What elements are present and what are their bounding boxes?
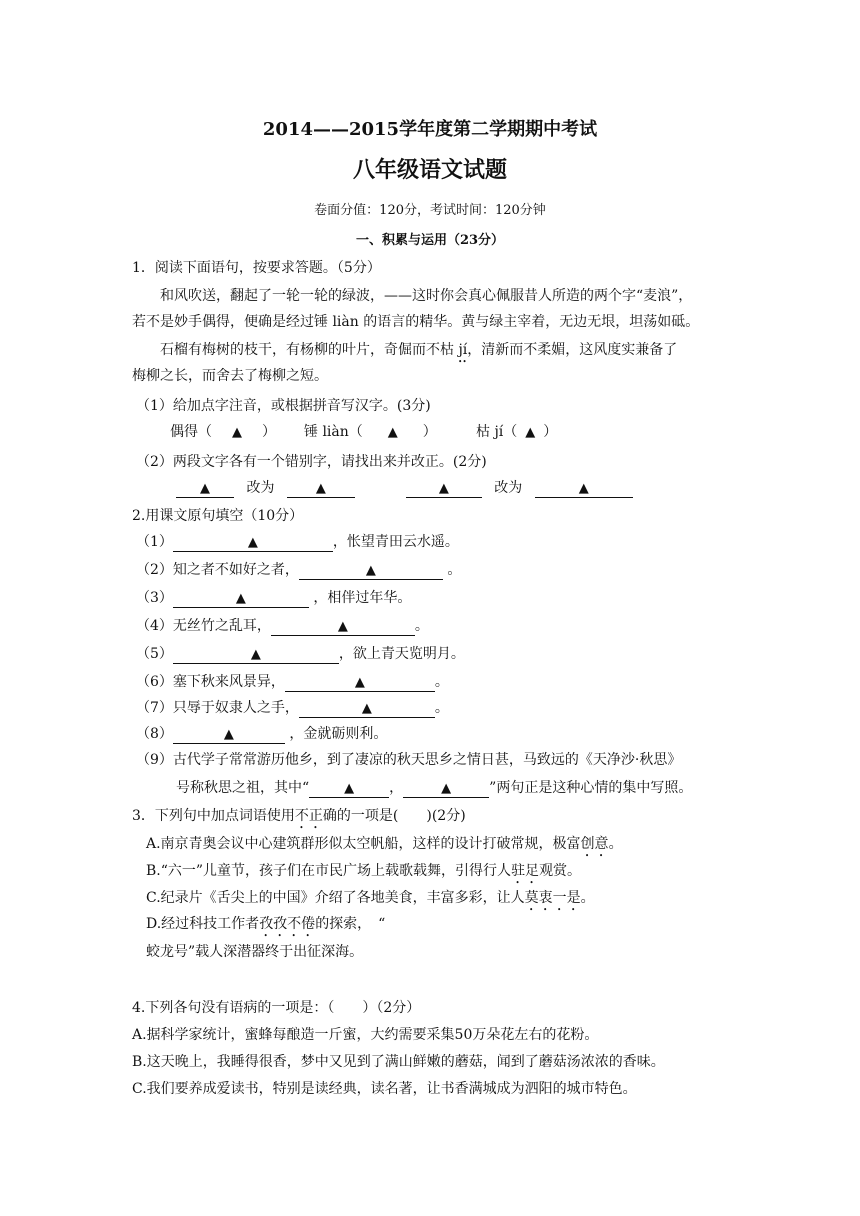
q3-option-d-line2: 蛟龙号”载人深潜器终于出征深海。 bbox=[146, 944, 364, 960]
q1-sub1-prompt: （1）给加点字注音，或根据拼音写汉字。(3分) bbox=[136, 398, 431, 414]
q2-item5: （5） ▲ ，欲上青天览明月。 bbox=[136, 646, 465, 662]
triangle-icon: ▲ bbox=[337, 619, 348, 634]
answer-blank[interactable] bbox=[212, 422, 262, 443]
q2-item4: （4）无丝竹之乱耳， ▲ 。 bbox=[136, 618, 429, 634]
q1-sub1-item2: 锤 liàn（ ▲ ） bbox=[304, 422, 437, 443]
q2-item9-line2: 号称秋思之祖，其中“ ▲ ， ▲ ”两句正是这种心情的集中写照。 bbox=[176, 780, 693, 796]
answer-blank[interactable] bbox=[173, 534, 333, 552]
q1-passage1-line1: 和风吹送，翻起了一轮一轮的绿波，——这时你会真心佩服昔人所造的两个字“麦浪”， bbox=[160, 288, 693, 304]
answer-blank[interactable] bbox=[287, 480, 355, 498]
answer-blank[interactable] bbox=[173, 646, 339, 664]
triangle-icon: ▲ bbox=[441, 781, 452, 796]
q4-option-c: C.我们要养成爱读书，特别是读经典，读名著，让书香满城成为泗阳的城市特色。 bbox=[132, 1081, 637, 1097]
answer-blank[interactable] bbox=[173, 726, 285, 744]
q4-prompt: 4.下列各句没有语病的一项是：（ ）（2分） bbox=[132, 1000, 421, 1016]
answer-blank[interactable] bbox=[271, 618, 415, 636]
triangle-icon: ▲ bbox=[223, 727, 234, 742]
q1-sub2-prompt: （2）两段文字各有一个错别字，请找出来并改正。(2分) bbox=[136, 454, 487, 470]
q2-item2: （2）知之者不如好之者， ▲ 。 bbox=[136, 562, 462, 578]
triangle-icon: ▲ bbox=[200, 481, 210, 496]
q4-option-b: B.这天晚上，我睡得很香，梦中又见到了满山鲜嫩的蘑菇，闻到了蘑菇汤浓浓的香味。 bbox=[132, 1054, 665, 1070]
q1-passage2-line2: 梅柳之长，而舍去了梅柳之短。 bbox=[132, 368, 328, 384]
section-heading: 一、积累与运用（23分） bbox=[355, 233, 505, 248]
q2-item8: （8） ▲ ，金就砺则利。 bbox=[136, 726, 388, 742]
triangle-icon: ▲ bbox=[235, 591, 246, 606]
q1-passage2-text-a: 石榴有梅树的枝干，有杨柳的叶片，奇倔而不枯 bbox=[160, 342, 459, 358]
answer-blank[interactable] bbox=[363, 422, 423, 443]
answer-blank[interactable] bbox=[309, 780, 389, 798]
answer-blank[interactable] bbox=[517, 422, 543, 443]
q2-item3: （3） ▲ ，相伴过年华。 bbox=[136, 590, 412, 606]
q1-passage2-text-b: ，清新而不柔媚，这风度实兼备了 bbox=[467, 342, 678, 358]
q1-dotted-pinyin: jí bbox=[458, 342, 468, 358]
q3-option-d: D.经过科技工作者孜孜不倦的探索， “ bbox=[146, 916, 386, 932]
answer-blank[interactable] bbox=[176, 480, 234, 498]
q1-passage2-line1 bbox=[160, 340, 677, 366]
answer-blank[interactable] bbox=[406, 480, 482, 498]
q1-sub2-answers: ▲ 改为 ▲ ▲ 改为 ▲ bbox=[176, 478, 633, 498]
q1-passage1-line2: 若不是妙手偶得，便确是经过锤 liàn 的语言的精华。黄与绿主宰着，无边无垠，坦荡如砥。 bbox=[132, 314, 700, 330]
triangle-icon: ▲ bbox=[315, 481, 326, 496]
q1-prompt: 1．阅读下面语句，按要求答题。（5分） bbox=[132, 260, 381, 276]
triangle-icon: ▲ bbox=[361, 701, 372, 716]
triangle-icon: ▲ bbox=[365, 563, 376, 578]
answer-blank[interactable] bbox=[285, 674, 435, 692]
q3-option-c: C.纪录片《舌尖上的中国》介绍了各地美食，丰富多彩，让人莫衷一是。 bbox=[146, 890, 595, 906]
q2-item7: （7）只辱于奴隶人之手， ▲ 。 bbox=[136, 700, 449, 716]
q3-option-a: A.南京青奥会议中心建筑群形似太空帆船，这样的设计打破常规，极富创意。 bbox=[146, 836, 623, 852]
exam-meta: 卷面分值：120分，考试时间：120分钟 bbox=[314, 203, 546, 218]
triangle-icon: ▲ bbox=[525, 425, 536, 440]
triangle-icon: ▲ bbox=[232, 425, 242, 440]
triangle-icon: ▲ bbox=[438, 481, 449, 496]
answer-blank[interactable] bbox=[403, 780, 489, 798]
triangle-icon: ▲ bbox=[387, 425, 398, 440]
q1-sub1-item1: 偶得（ ▲ ） bbox=[170, 422, 276, 443]
triangle-icon: ▲ bbox=[354, 675, 365, 690]
exam-subtitle: 八年级语文试题 bbox=[352, 157, 507, 183]
answer-blank[interactable] bbox=[299, 562, 443, 580]
q2-item1: （1） ▲ ，怅望青田云水遥。 bbox=[136, 534, 459, 550]
q2-item6: （6）塞下秋来风景异， ▲ 。 bbox=[136, 674, 449, 690]
answer-blank[interactable] bbox=[299, 700, 435, 718]
exam-title: 2014——2015学年度第二学期期中考试 bbox=[262, 119, 598, 140]
q3-prompt: 3．下列句中加点词语使用不正确的一项是( )(2分) bbox=[132, 808, 466, 824]
triangle-icon: ▲ bbox=[344, 781, 355, 796]
q2-item9-line1: （9）古代学子常常游历他乡，到了凄凉的秋天思乡之情日甚，马致远的《天净沙·秋思》 bbox=[136, 752, 682, 768]
triangle-icon: ▲ bbox=[247, 535, 258, 550]
answer-blank[interactable] bbox=[173, 590, 309, 608]
q4-option-a: A.据科学家统计，蜜蜂每酿造一斤蜜，大约需要采集50万朵花左右的花粉。 bbox=[132, 1027, 599, 1043]
q3-option-b: B.“六一”儿童节，孩子们在市民广场上载歌载舞，引得行人驻足观赏。 bbox=[146, 863, 582, 879]
triangle-icon: ▲ bbox=[250, 647, 261, 662]
answer-blank[interactable] bbox=[535, 480, 633, 498]
q2-prompt: 2.用课文原句填空（10分） bbox=[132, 508, 304, 524]
triangle-icon: ▲ bbox=[578, 481, 589, 496]
q1-sub1-item3: 枯 jí（ ▲ ） bbox=[476, 422, 557, 443]
